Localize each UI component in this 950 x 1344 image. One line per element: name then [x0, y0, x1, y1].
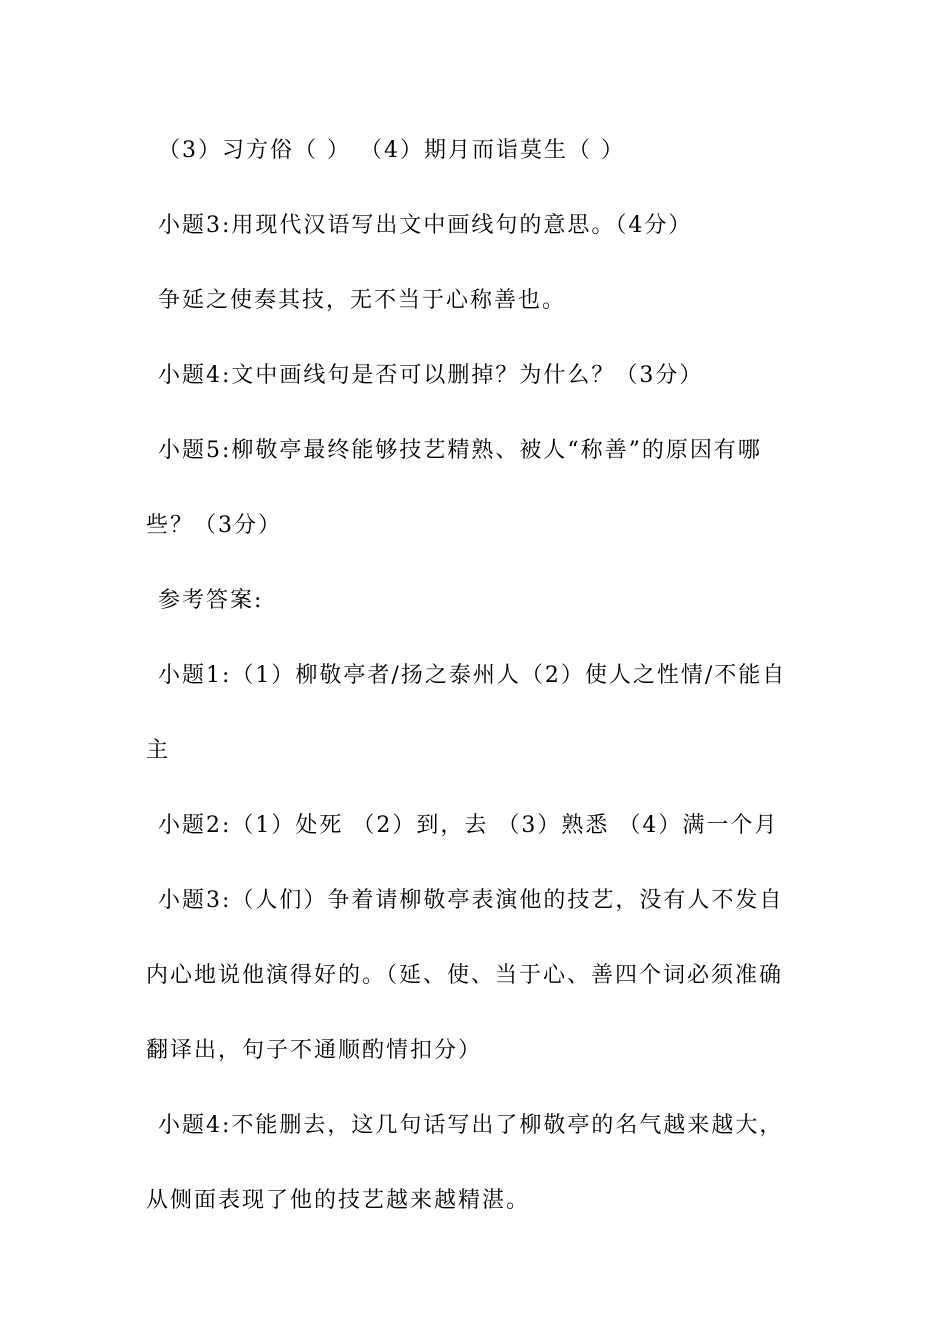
question-5-prompt-cont: 些？（3分）	[146, 513, 282, 538]
question-3-sentence: 争延之使奏其技，无不当于心称善也。	[158, 288, 567, 313]
question-5-prompt: 小题5:柳敬亭最终能够技艺精熟、被人“称善”的原因有哪	[158, 438, 762, 463]
question-3-prompt: 小题3:用现代汉语写出文中画线句的意思。（4分）	[158, 213, 693, 238]
answer-3-cont: 内心地说他演得好的。（延、使、当于心、善四个词必须准确	[146, 963, 784, 988]
answer-3-cont-2: 翻译出，句子不通顺酌情扣分）	[146, 1038, 483, 1063]
answer-2: 小题2:（1）处死 （2）到，去 （3）熟悉 （4）满一个月	[158, 813, 779, 838]
answer-4: 小题4:不能删去，这几句话写出了柳敬亭的名气越来越大，	[158, 1113, 784, 1138]
question-4-prompt: 小题4:文中画线句是否可以删掉？为什么？（3分）	[158, 363, 704, 388]
answer-1-cont: 主	[146, 738, 171, 763]
answer-1: 小题1:（1）柳敬亭者/扬之泰州人（2）使人之性情/不能自	[158, 663, 787, 688]
answers-heading: 参考答案:	[158, 588, 264, 613]
question-line-options: （3）习方俗（ ） （4）期月而诣莫生（ ）	[158, 138, 625, 163]
answer-3: 小题3:（人们）争着请柳敬亭表演他的技艺，没有人不发自	[158, 888, 784, 913]
answer-4-cont: 从侧面表现了他的技艺越来越精湛。	[146, 1188, 531, 1213]
